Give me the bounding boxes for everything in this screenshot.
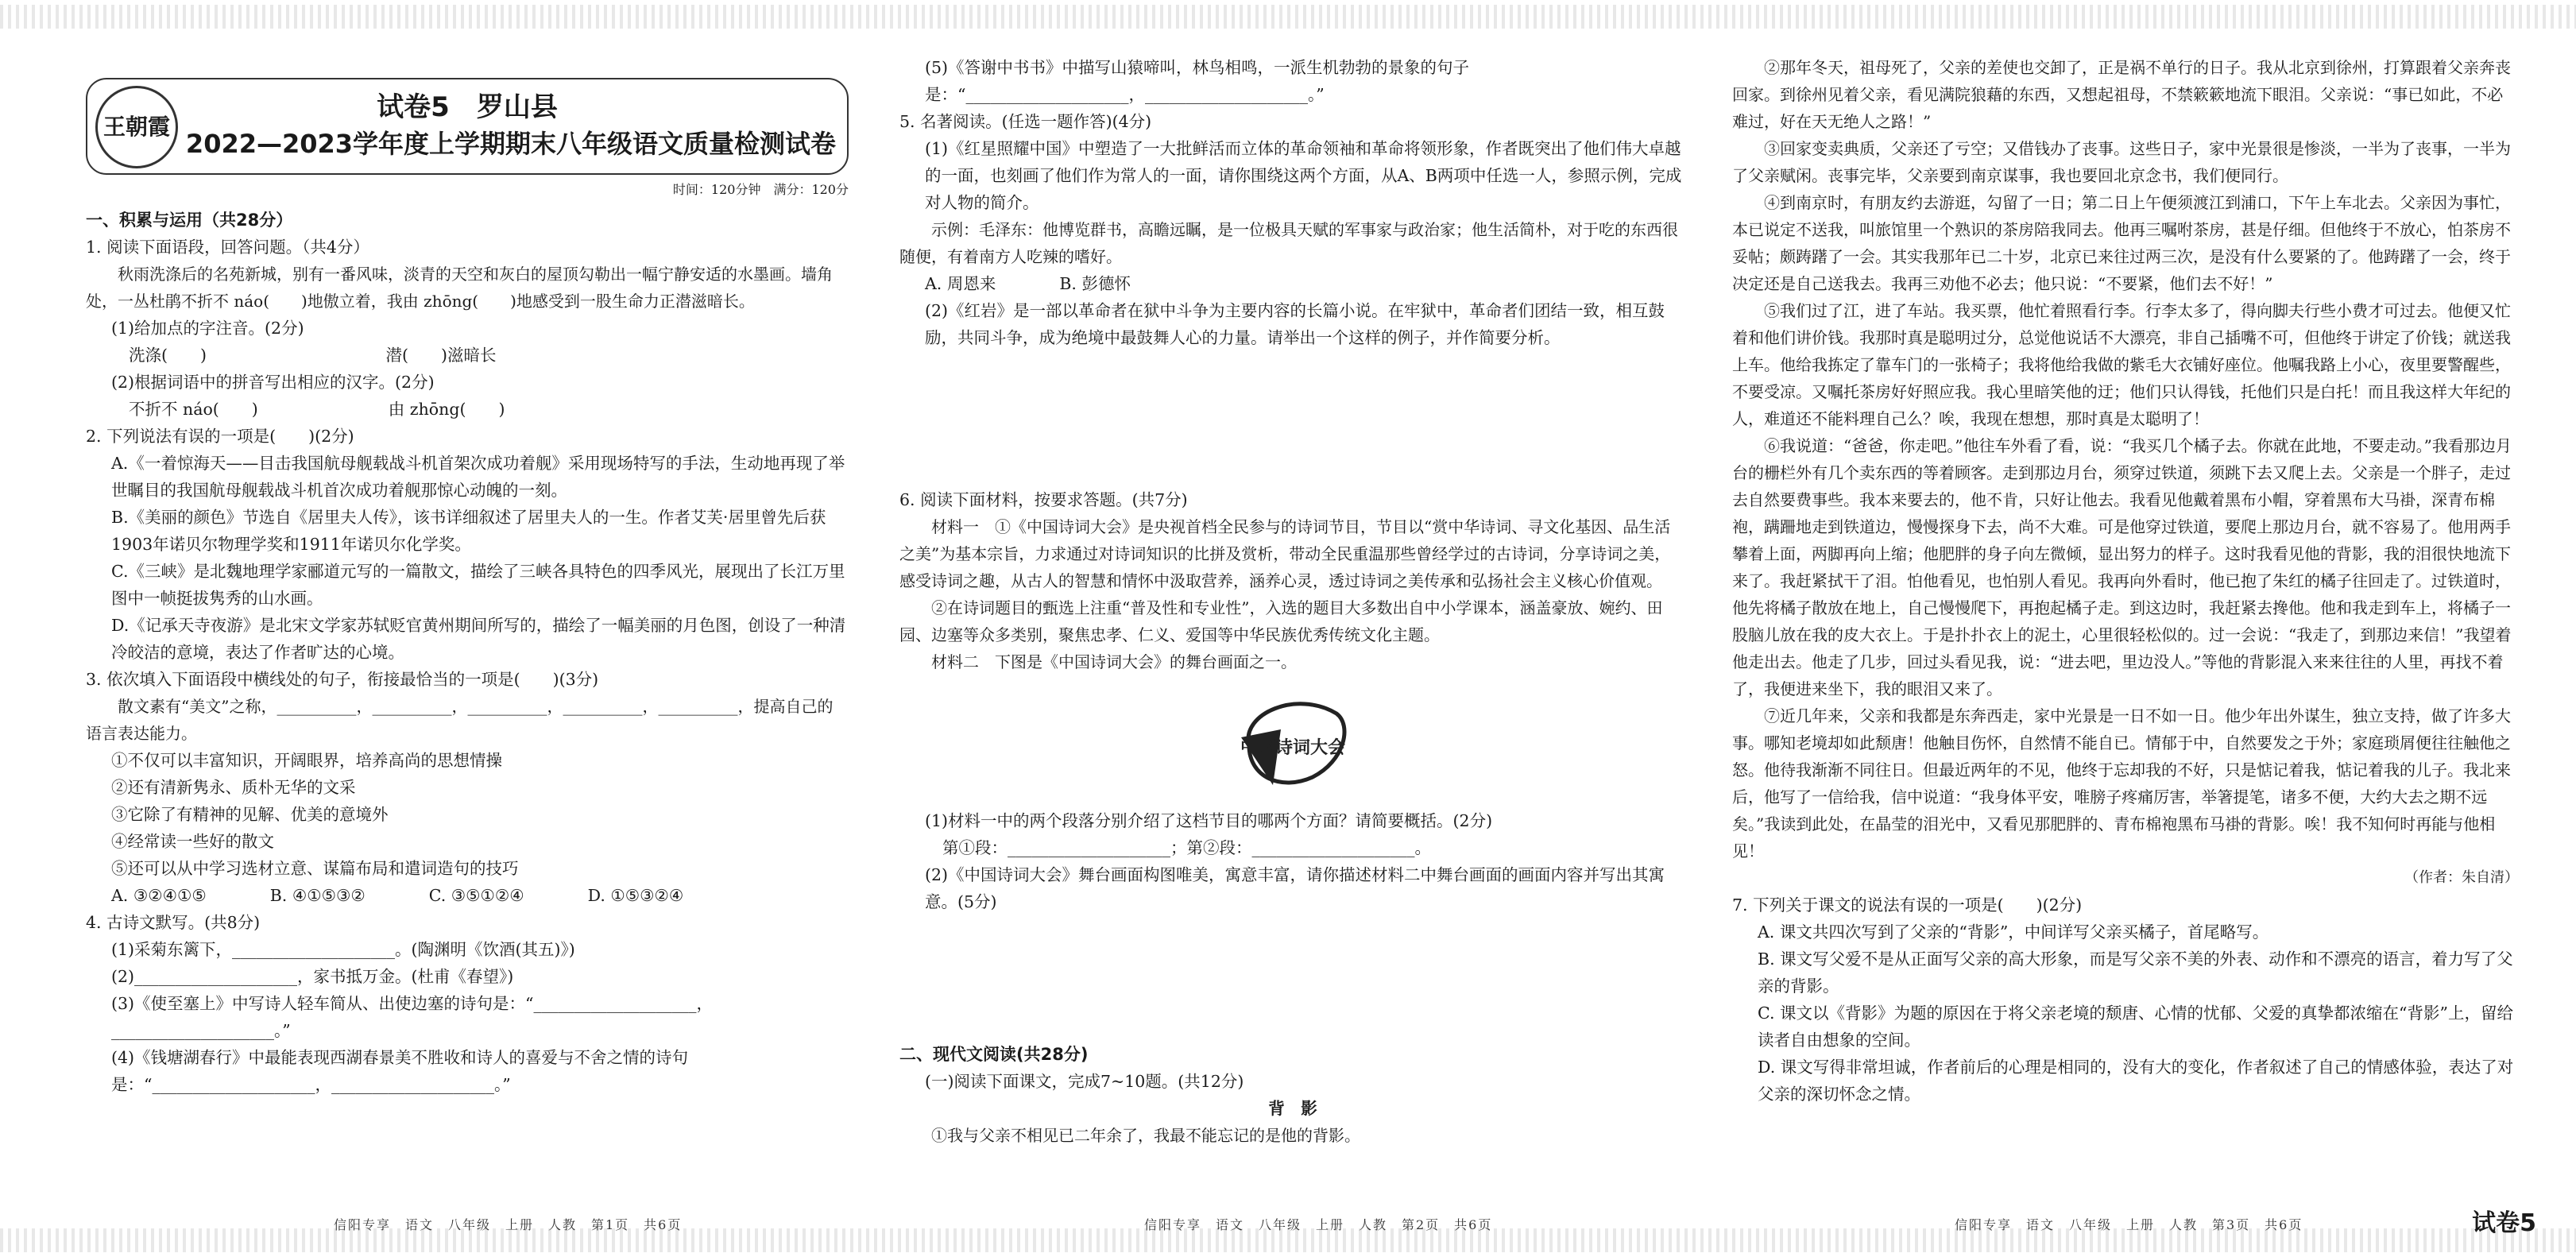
text-line: (2)____________________，家书抵万金。(杜甫《春望》) — [111, 967, 514, 986]
text-line: 材料二 下图是《中国诗词大会》的舞台画面之一。 — [931, 652, 1297, 671]
option-row — [899, 270, 1686, 297]
text-line: ④经常读一些好的散文 — [111, 832, 274, 851]
text-line: (2)《红岩》是一部以革命者在狱中斗争为主要内容的长篇小说。在牢狱中，革命者们团结一致，相互鼓励，共同斗争，成为绝境中最鼓舞人心的力量。请举出一个这样的例子，并作简要分析。 — [925, 301, 1665, 347]
text-line: 示例：毛泽东：他博览群书，高瞻远瞩，是一位极具天赋的军事家与政治家；他生活简朴，对于吃的东西很随便，有着南方人吃辣的嗜好。 — [899, 220, 1678, 266]
column-1 — [86, 54, 849, 1201]
column-3-content — [1732, 54, 2519, 1108]
text-line: A.《一着惊海天——目击我国航母舰载战斗机首架次成功着舰》采用现场特写的手法，生动地再现了举世瞩目的我国航母舰载战斗机首次成功着舰那惊心动魄的一刻。 — [111, 454, 845, 500]
text-line: ②那年冬天，祖母死了，父亲的差使也交卸了，正是祸不单行的日子。我从北京到徐州，打算跟着父亲奔丧回家。到徐州见着父亲，看见满院狼藉的东西，又想起祖母，不禁簌簌地流下眼泪。父亲说：“事已如此，不必难过，好在天无绝人之路！” — [1732, 58, 2511, 131]
text-line: (5)《答谢中书书》中描写山猿啼叫，林鸟相鸣，一派生机勃勃的景象的句子是：“____________________，____________________。” — [925, 58, 1470, 104]
text-line: ⑦近几年来，父亲和我都是东奔西走，家中光景是一日不如一日。他少年出外谋生，独立支持，做了许多大事。哪知老境却如此颓唐！他触目伤怀，自然情不能自已。情郁于中，自然要发之于外；家庭琐屑便往往触他之怒。他待我渐渐不同往日。但最近两年的不见，他终于忘却我的不好，只是惦记着我，惦记着我的儿子。我北来后，他写了一信给我，信中说道：“我身体平安，唯膀子疼痛厉害，举箸提笔，诸多不便，大约大去之期不远矣。”我读到此处，在晶莹的泪光中，又看见那肥胖的、青布棉袍黑布马褂的背影。唉！我不知何时再能与他相见！ — [1732, 706, 2511, 861]
option: A. 周恩来 — [925, 274, 996, 293]
text-line: 材料一 ①《中国诗词大会》是央视首档全民参与的诗词节目，节目以“赏中华诗词、寻文化基因、品生活之美”为基本宗旨，力求通过对诗词知识的比拼及赏析，带动全民重温那些曾经学过的古诗词，分享诗词之美，感受诗词之趣，从古人的智慧和情怀中汲取营养，涵养心灵，透过诗词之美传承和弘扬社会主义核心价值观。 — [899, 517, 1671, 590]
brand-logo-icon: 王朝霞 — [95, 86, 178, 168]
top-wave-border — [0, 5, 2576, 29]
text-line: D. 课文写得非常坦诚，作者前后的心理是相同的，没有大的变化，作者叙述了自己的情感体验，表达了对父亲的深切怀念之情。 — [1758, 1058, 2514, 1104]
text-line: ⑤我们过了江，进了车站。我买票，他忙着照看行李。行李太多了，得向脚夫行些小费才可过去。他便又忙着和他们讲价钱。我那时真是聪明过分，总觉他说话不大漂亮，非自己插嘴不可，但他终于讲定了价钱；就送我上车。他给我拣定了靠车门的一张椅子；我将他给我做的紫毛大衣铺好座位。他嘱我路上小心，夜里要警醒些，不要受凉。又嘱托茶房好好照应我。我心里暗笑他的迂；他们只认得钱，托他们只是白托！而且我这样大年纪的人，难道还不能料理自己么？唉，我现在想想，那时真是太聪明了！ — [1732, 301, 2511, 428]
column-1-content — [86, 207, 849, 1098]
exam-title: 试卷5 罗山县 — [377, 91, 558, 123]
text-line: 散文素有“美文”之称，__________，__________，__________，__________，__________，提高自己的语言表达能力。 — [86, 697, 834, 743]
text-line: (3)《使至塞上》中写诗人轻车简从、出使边塞的诗句是：“____________________，____________________。” — [111, 994, 714, 1040]
text-line: (4)《钱塘湖春行》中最能表现西湖春景美不胜收和诗人的喜爱与不舍之情的诗句是：“____________________，____________________。” — [111, 1048, 689, 1094]
column-2-part-c — [899, 807, 1686, 915]
question: 1. 阅读下面语段，回答问题。（共4分） — [86, 238, 369, 257]
question: 6. 阅读下面材料，按要求答题。(共7分) — [899, 490, 1188, 509]
text-line: (2)《中国诗词大会》舞台画面构图唯美，寓意丰富，请你描述材料二中舞台画面的画面内容并写出其寓意。(5分) — [925, 865, 1665, 911]
column-3 — [1732, 54, 2519, 1201]
option: B. ④①⑤③② — [269, 886, 366, 905]
text-line: ④到南京时，有朋友约去游逛，勾留了一日；第二日上午便须渡江到浦口，下午上车北去。父亲因为事忙，本已说定不送我，叫旅馆里一个熟识的茶房陪我同去。他再三嘱咐茶房，甚是仔细。但他终于不放心，怕茶房不妥帖；颇踌躇了一会。其实我那年已二十岁，北京已来往过两三次，是没有什么要紧的了。他踌躇了一会，终于决定还是自己送我去。我再三劝他不必去；他只说：“不要紧，他们去不好！” — [1732, 193, 2511, 293]
footer-page-3: 信阳专享 语文 八年级 上册 人教 第3页 共6页 — [1955, 1217, 2303, 1232]
question: 5. 名著阅读。(任选一题作答)(4分) — [899, 112, 1152, 131]
exam-label: 试卷5 — [2472, 1209, 2536, 1237]
footer-page-2: 信阳专享 语文 八年级 上册 人教 第2页 共6页 — [1144, 1217, 1493, 1232]
text-line: 背 影 — [1268, 1099, 1317, 1118]
text-line: (一)阅读下面课文，完成7~10题。(共12分) — [925, 1072, 1244, 1091]
text-line: ③回家变卖典质，父亲还了亏空；又借钱办了丧事。这些日子，家中光景很是惨淡，一半为了丧事，一半为了父亲赋闲。丧事完毕，父亲要到南京谋事，我也要回北京念书，我们便同行。 — [1732, 139, 2511, 185]
text-line: ③它除了有精神的见解、优美的意境外 — [111, 805, 389, 824]
poetry-conference-stamp-icon — [1225, 682, 1360, 801]
column-2-part-b — [899, 486, 1686, 675]
question: 4. 古诗文默写。(共8分) — [86, 913, 261, 932]
section-heading: 一、积累与运用（共28分） — [86, 211, 293, 230]
text-line: C. 课文以《背影》为题的原因在于将父亲老境的颓唐、心情的忧郁、父爱的真挚都浓缩在“背影”上，留给读者自由想象的空间。 — [1758, 1004, 2513, 1050]
text-line: ①我与父亲不相见已二年余了，我最不能忘记的是他的背影。 — [931, 1126, 1360, 1145]
answer-space — [899, 915, 1686, 1035]
text-line: ②在诗词题目的甄选上注重“普及性和专业性”，入选的题目大多数出自中小学课本，涵盖豪放、婉约、田园、边塞等众多类别，聚焦忠孝、仁义、爱国等中华民族优秀传统文化主题。 — [899, 598, 1663, 644]
text-line: B.《美丽的颜色》节选自《居里夫人传》，该书详细叙述了居里夫人的一生。作者艾芙·居里曾先后获1903年诺贝尔物理学奖和1911年诺贝尔化学奖。 — [111, 508, 826, 554]
text-line: 洗涤( ) 潜( )滋暗长 — [129, 346, 497, 365]
stamp-text: 中国诗词大会 — [1240, 737, 1346, 758]
section-heading: 二、现代文阅读(共28分) — [899, 1045, 1089, 1064]
text-line: B. 课文写父爱不是从正面写父亲的高大形象，而是写父亲不美的外表、动作和不漂亮的语言，着力写了父亲的背影。 — [1758, 950, 2513, 996]
text-line: ⑥我说道：“爸爸，你走吧。”他往车外看了看，说：“我买几个橘子去。你就在此地，不要走动。”我看那边月台的栅栏外有几个卖东西的等着顾客。走到那边月台，须穿过铁道，须跳下去又爬上去。父亲是一个胖子，走过去自然要费事些。我本来要去的，他不肯，只好让他去。我看见他戴着黑布小帽，穿着黑布大马褂，深青布棉袍，蹒跚地走到铁道边，慢慢探身下去，尚不大难。可是他穿过铁道，要爬上那边月台，就不容易了。他用两手攀着上面，两脚再向上缩；他肥胖的身子向左微倾，显出努力的样子。这时我看见他的背影，我的泪很快地流下来了。我赶紧拭干了泪。怕他看见，也怕别人看见。我再向外看时，他已抱了朱红的橘子往回走了。过铁道时，他先将橘子散放在地上，自己慢慢爬下，再抱起橘子走。到这边时，我赶紧去搀他。他和我走到车上，将橘子一股脑儿放在我的皮大衣上。于是扑扑衣上的泥土，心里很轻松似的。过一会说：“我走了，到那边来信！”我望着他走出去。他走了几步，回过头看见我，说：“进去吧，里边没人。”等他的背影混入来来往往的人里，再找不着了，我便进来坐下，我的眼泪又来了。 — [1732, 436, 2512, 698]
text-line: ⑤还可以从中学习选材立意、谋篇布局和遣词造句的技巧 — [111, 859, 519, 878]
exam-header — [86, 78, 849, 175]
text-line: D.《记承天寺夜游》是北宋文学家苏轼贬官黄州期间所写的，描绘了一幅美丽的月色图，创设了一种清冷皎洁的意境，表达了作者旷达的心境。 — [111, 616, 846, 662]
text-line: (1)采菊东篱下，____________________。(陶渊明《饮酒(其五)》) — [111, 940, 575, 959]
footer-page-1: 信阳专享 语文 八年级 上册 人教 第1页 共6页 — [334, 1217, 683, 1232]
question: 2. 下列说法有误的一项是( )(2分) — [86, 427, 354, 446]
text-line: 不折不 náo( ) 由 zhōng( ) — [129, 400, 505, 419]
text-line: (2)根据词语中的拼音写出相应的汉字。(2分) — [111, 373, 435, 392]
column-2-part-d — [899, 1041, 1686, 1149]
text-line: (1)材料一中的两个段落分别介绍了这档节目的哪两个方面？请简要概括。(2分) — [925, 811, 1493, 830]
text-line: (1)给加点的字注音。(2分) — [111, 319, 304, 338]
option: C. ③⑤①②④ — [428, 886, 524, 905]
column-2-part-a — [899, 54, 1686, 351]
option: D. ①⑤③②④ — [587, 886, 684, 905]
text-line: A. 课文共四次写到了父亲的“背影”，中间详写父亲买橘子，首尾略写。 — [1758, 922, 2269, 942]
text-line: ②还有清新隽永、质朴无华的文采 — [111, 778, 356, 797]
time-score-info: 时间：120分钟 满分：120分 — [672, 182, 849, 197]
text-line: （作者：朱自清） — [2404, 869, 2519, 886]
exam-subtitle: 2022—2023学年度上学期期末八年级语文质量检测试卷 — [185, 129, 837, 159]
text-line: 第①段：____________________；第②段：____________________。 — [942, 838, 1431, 857]
question: 7. 下列关于课文的说法有误的一项是( )(2分) — [1732, 895, 2083, 915]
column-2 — [899, 54, 1686, 1201]
text-line: (1)《红星照耀中国》中塑造了一大批鲜活而立体的革命领袖和革命将领形象，作者既突出了他们伟大卓越的一面，也刻画了他们作为常人的一面，请你围绕这两个方面，从A、B两项中任选一人，参照示例，完成对人物的简介。 — [925, 139, 1682, 212]
text-line: ①不仅可以丰富知识，开阔眼界，培养高尚的思想情操 — [111, 751, 502, 770]
question: 3. 依次填入下面语段中横线处的句子，衔接最恰当的一项是( )(3分) — [86, 670, 599, 689]
text-line: C.《三峡》是北魏地理学家郦道元写的一篇散文，描绘了三峡各具特色的四季风光，展现出了长江万里图中一帧挺拔隽秀的山水画。 — [111, 562, 845, 608]
answer-space — [899, 351, 1686, 486]
option: B. 彭德怀 — [1059, 274, 1131, 293]
option-row — [86, 882, 849, 909]
text-line: 秋雨洗涤后的名苑新城，别有一番风味，淡青的天空和灰白的屋顶勾勒出一幅宁静安适的水墨画。墙角处，一丛杜鹃不折不 náo( )地傲立着，我由 zhōng( )地感受到一股生命力正潜滋暗长。 — [86, 265, 833, 311]
option: A. ③②④①⑤ — [111, 886, 207, 905]
